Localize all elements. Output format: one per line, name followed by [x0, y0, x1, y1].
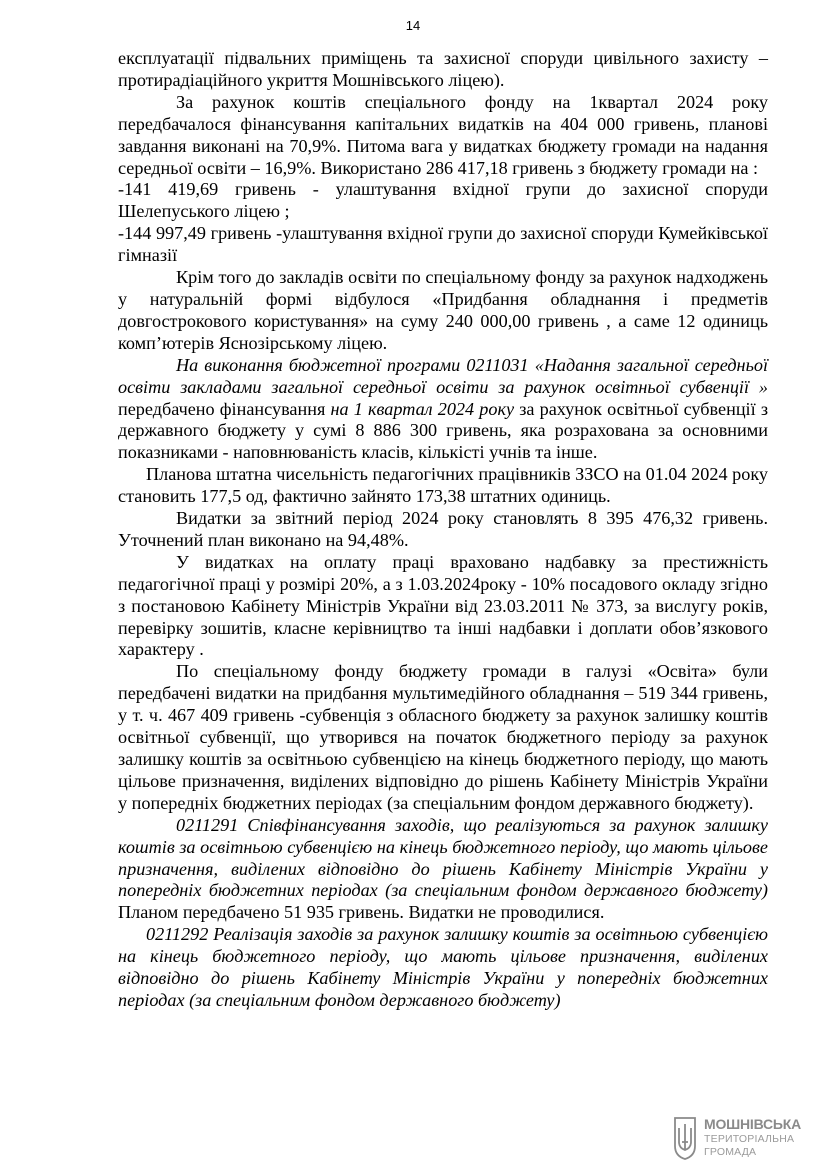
paragraph: По спеціальному фонду бюджету громади в галузі «Освіта» були передбачені видатки на придбання мультимедійного обладнання – 519 344 гривень, у т. ч. 467 409 гривень -субвенція з обласного бюджету за рахунок залишку коштів освітньої субвенції, що утворився на початок бюджетного періоду за рахунок залишку коштів за освітньою субвенцією на кінець бюджетного періоду, що мають цільове призначення, виділених відповідно до рішень Кабінету Міністрів України у попередніх бюджетних періодах (за спеціальним фондом державного бюджету).	[118, 661, 768, 813]
program-title: На виконання бюджетної програми 0211031 «Надання загальної середньої освіти закладами загальної середньої освіти за рахунок освітньої субвенції »	[118, 354, 768, 397]
period-text: на 1 квартал 2024 року	[330, 398, 515, 419]
logo-subtitle: ТЕРИТОРІАЛЬНА	[704, 1133, 795, 1145]
program-title: 0211292 Реалізація заходів за рахунок залишку коштів за освітньою субвенцією на кінець бюджетного періоду, що мають цільове призначення, виділених відповідно до рішень Кабінету Міністрів України у попередніх бюджетних періодах (за спеціальним фондом державного бюджету)	[118, 924, 768, 1010]
paragraph-text: передбачено фінансування	[118, 398, 331, 419]
logo-subtitle: ГРОМАДА	[704, 1146, 757, 1158]
paragraph: -144 997,49 гривень -улаштування вхідної групи до захисної споруди Кумейківської гімназії	[118, 223, 768, 266]
paragraph	[118, 815, 768, 925]
logo-title: МОШНІВСЬКА	[704, 1116, 802, 1132]
paragraph: -141 419,69 гривень - улаштування вхідної групи до захисної споруди Шелепуського ліцею ;	[118, 179, 768, 222]
paragraph: Видатки за звітний період 2024 року становлять 8 395 476,32 гривень. Уточнений план виконано на 94,48%.	[118, 508, 768, 550]
paragraph	[118, 355, 768, 465]
paragraph: У видатках на оплату праці враховано надбавку за престижність педагогічної праці у розмірі 20%, а з 1.03.2024року - 10% посадового окладу згідно з постановою Кабінету Міністрів України від 23.03.2011 № 373, за вислугу років, перевірку зошитів, класне керівництво та інші надбавки і доплати обов’язкового характеру .	[118, 551, 768, 660]
paragraph-text: Планом передбачено 51 935 гривень. Видатки не проводилися.	[118, 902, 605, 923]
paragraph: Крім того до закладів освіти по спеціальному фонду за рахунок надходжень у натуральній формі відбулося «Придбання обладнання і предметів довгострокового користування» на суму 240 000,00 гривень , а саме 12 одиниць комп’ютерів Яснозірському ліцею.	[118, 267, 768, 353]
paragraph: експлуатації підвальних приміщень та захисної споруди цивільного захисту – протирадіаційного укриття Мошнівського ліцею).	[118, 48, 768, 90]
page-number: 14	[405, 18, 421, 33]
paragraph-text: за рахунок освітньої субвенції з державного бюджету у сумі 8 886 300 гривень, яка розрахована за основними показниками - наповнюваність класів, кількісті учнів та інше.	[118, 398, 768, 463]
paragraph: За рахунок коштів спеціального фонду на 1квартал 2024 року передбачалося фінансування капітальних видатків на 404 000 гривень, планові завдання виконані на 70,9%. Питома вага у видатках бюджету громади на надання середньої освіти – 16,9%. Використано 286 417,18 гривень з бюджету громади на :	[118, 91, 768, 178]
program-title: 0211291 Співфінансування заходів, що реалізуються за рахунок залишку коштів за освітньою субвенцією на кінець бюджетного періоду, що мають цільове призначення, виділених відповідно до рішень Кабінету Міністрів України у попередніх бюджетних періодах (за спеціальним фондом державного бюджету)	[118, 814, 768, 901]
paragraph: Планова штатна чисельність педагогічних працівників ЗЗСО на 01.04 2024 року становить 177,5 од, фактично зайнято 173,38 штатних одиниць.	[118, 464, 768, 507]
paragraph	[118, 924, 768, 1012]
trident-icon	[672, 1116, 698, 1160]
document-body	[118, 48, 768, 1012]
community-logo	[672, 1116, 822, 1164]
